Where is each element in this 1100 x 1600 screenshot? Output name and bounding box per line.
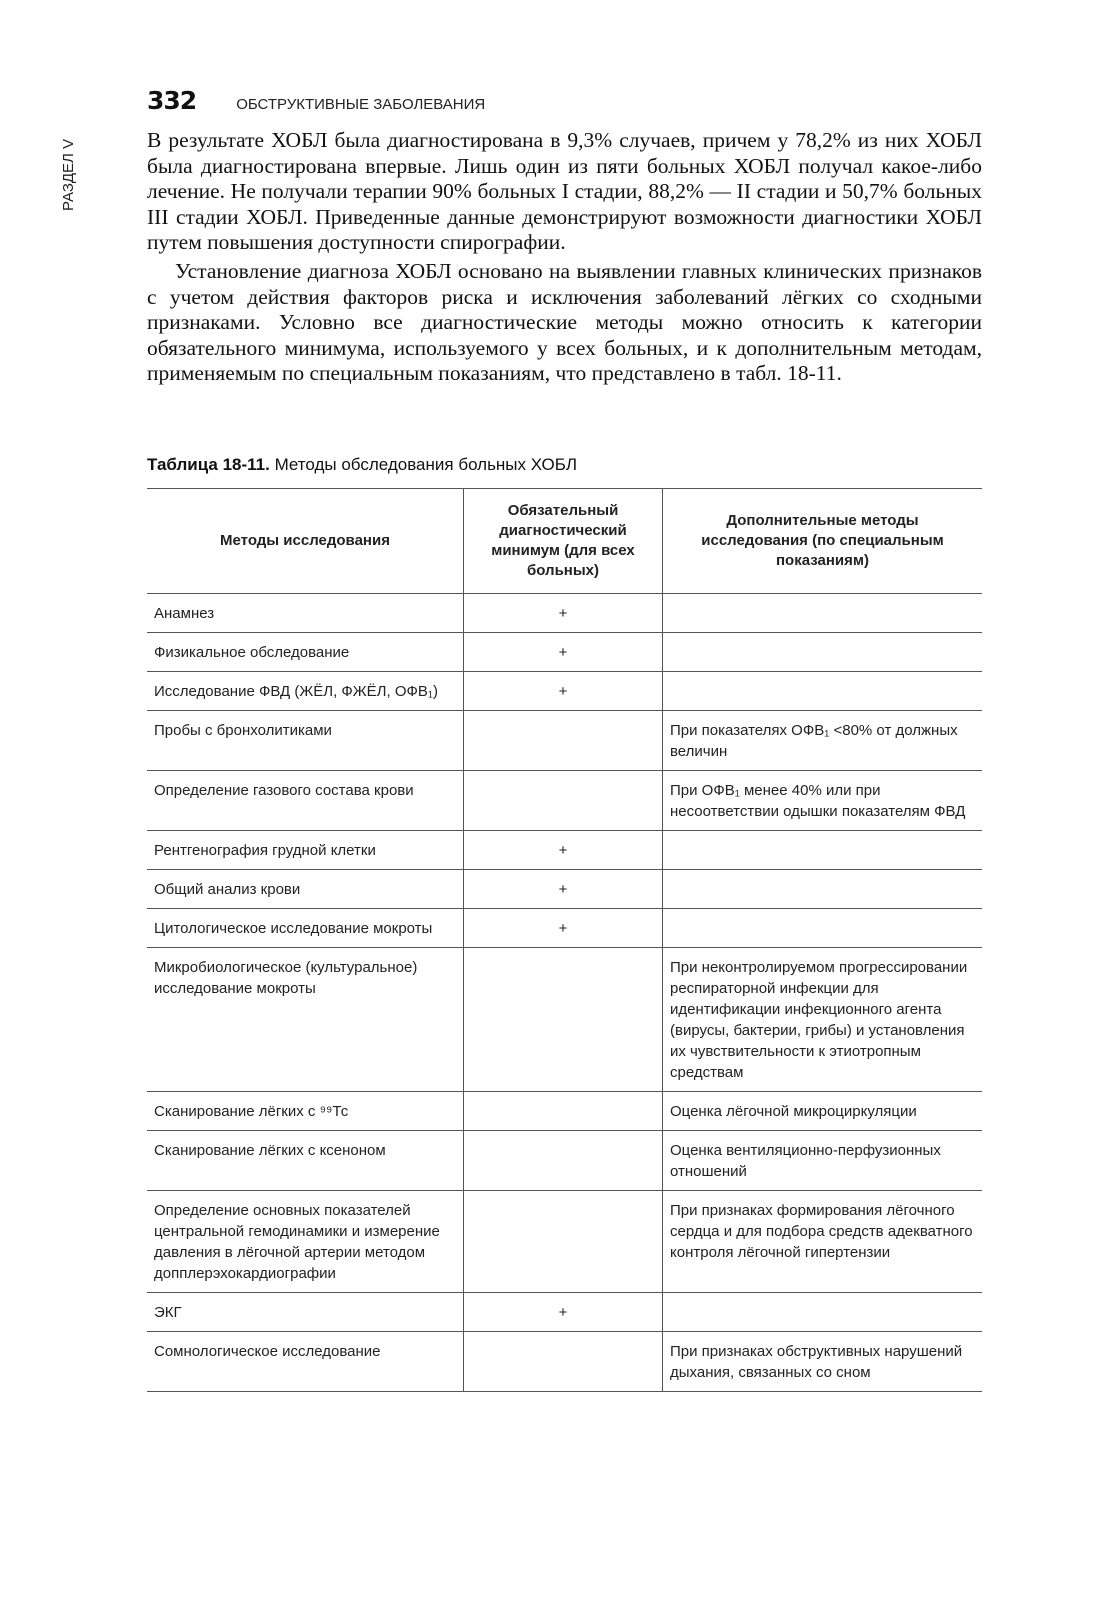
cell-additional [663, 831, 983, 870]
cell-mandatory: + [464, 594, 663, 633]
cell-mandatory [464, 948, 663, 1092]
methods-table [147, 488, 982, 1392]
cell-mandatory: + [464, 870, 663, 909]
table-row [147, 1092, 982, 1131]
cell-additional: При признаках обструктивных нарушений дыхания, связанных со сном [663, 1332, 983, 1392]
table-header-row [147, 489, 982, 594]
table-row [147, 831, 982, 870]
paragraph: Установление диагноза ХОБЛ основано на выявлении главных клинических признаков с учетом действия факторов риска и исключения заболеваний лёгких со сходными признаками. Условно все диагностические методы можно относить к категории обязательного минимума, используемого у всех больных, и к дополнительным методам, применяемым по специальным показаниям, что представлено в табл. 18-11. [147, 258, 982, 386]
page-number: 332 [147, 86, 197, 115]
table-row [147, 1191, 982, 1293]
cell-additional: Оценка лёгочной микроциркуляции [663, 1092, 983, 1131]
cell-method: Анамнез [147, 594, 464, 633]
cell-mandatory: + [464, 909, 663, 948]
cell-mandatory: + [464, 831, 663, 870]
table-row [147, 711, 982, 771]
running-header [147, 86, 485, 116]
cell-method: Исследование ФВД (ЖЁЛ, ФЖЁЛ, ОФВ₁) [147, 672, 464, 711]
paragraph: В результате ХОБЛ была диагностирована в 9,3% случаев, причем у 78,2% из них ХОБЛ была диагностирована впервые. Лишь один из пяти больных ХОБЛ получал какое-либо лечение. Не получали терапии 90% больных I стадии, 88,2% — II стадии и 50,7% больных III стадии ХОБЛ. Приведенные данные демонстрируют возможности диагностики ХОБЛ путем повышения доступности спирографии. [147, 128, 982, 255]
cell-method: Общий анализ крови [147, 870, 464, 909]
section-title: ОБСТРУКТИВНЫЕ ЗАБОЛЕВАНИЯ [236, 96, 486, 113]
cell-mandatory: + [464, 672, 663, 711]
cell-method: Пробы с бронхолитиками [147, 711, 464, 771]
cell-additional: При неконтролируемом прогрессировании респираторной инфекции для идентификации инфекционного агента (вирусы, бактерии, грибы) и установления их чувствительности к этиотропным средствам [663, 948, 983, 1092]
body-text [147, 128, 982, 387]
cell-method: Сомнологическое исследование [147, 1332, 464, 1392]
cell-additional: При признаках формирования лёгочного сердца и для подбора средств адекватного контроля лёгочной гипертензии [663, 1191, 983, 1293]
cell-method: ЭКГ [147, 1293, 464, 1332]
cell-additional [663, 870, 983, 909]
cell-additional [663, 909, 983, 948]
table-row [147, 909, 982, 948]
column-header-additional: Дополнительные методы исследования (по специальным показаниям) [663, 489, 983, 594]
cell-method: Цитологическое исследование мокроты [147, 909, 464, 948]
cell-mandatory [464, 1092, 663, 1131]
cell-additional: При показателях ОФВ₁ <80% от должных величин [663, 711, 983, 771]
cell-mandatory [464, 1332, 663, 1392]
cell-mandatory [464, 1191, 663, 1293]
section-tab: РАЗДЕЛ V [60, 138, 77, 212]
cell-additional: Оценка вентиляционно-перфузионных отношений [663, 1131, 983, 1191]
column-header-methods: Методы исследования [147, 489, 464, 594]
cell-additional [663, 1293, 983, 1332]
table-row [147, 594, 982, 633]
cell-additional [663, 672, 983, 711]
table-row [147, 1293, 982, 1332]
cell-additional: При ОФВ₁ менее 40% или при несоответствии одышки показателям ФВД [663, 771, 983, 831]
cell-mandatory: + [464, 1293, 663, 1332]
cell-additional [663, 633, 983, 672]
cell-method: Сканирование лёгких с ксеноном [147, 1131, 464, 1191]
cell-method: Сканирование лёгких с ⁹⁹Тс [147, 1092, 464, 1131]
cell-method: Микробиологическое (культуральное) исследование мокроты [147, 948, 464, 1092]
table-row [147, 1131, 982, 1191]
table-row [147, 870, 982, 909]
cell-mandatory [464, 771, 663, 831]
cell-method: Физикальное обследование [147, 633, 464, 672]
table-row [147, 948, 982, 1092]
column-header-mandatory: Обязательный диагностический минимум (для всех больных) [464, 489, 663, 594]
table-row [147, 1332, 982, 1392]
table-row [147, 672, 982, 711]
cell-additional [663, 594, 983, 633]
cell-method: Определение газового состава крови [147, 771, 464, 831]
cell-method: Рентгенография грудной клетки [147, 831, 464, 870]
table-caption [147, 455, 577, 475]
cell-mandatory: + [464, 633, 663, 672]
cell-method: Определение основных показателей центральной гемодинамики и измерение давления в лёгочной артерии методом допплерэхокардиографии [147, 1191, 464, 1293]
cell-mandatory [464, 711, 663, 771]
table-caption-label: Таблица 18-11. [147, 455, 270, 474]
table-caption-text: Методы обследования больных ХОБЛ [269, 455, 578, 474]
table-row [147, 771, 982, 831]
table-row [147, 633, 982, 672]
cell-mandatory [464, 1131, 663, 1191]
